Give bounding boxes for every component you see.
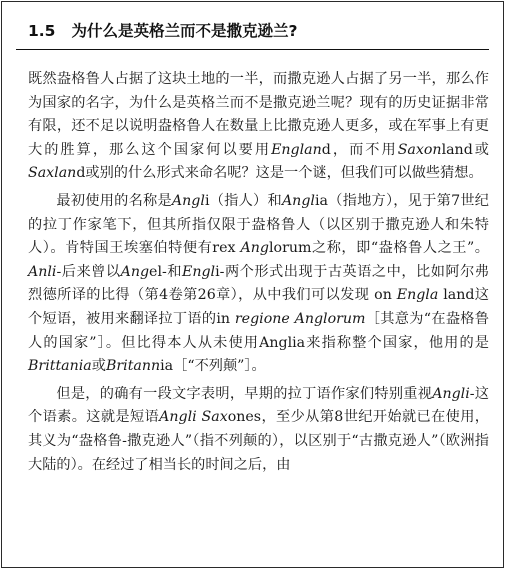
text-run: d或别的什么形式来命名呢？这是一个谜，但我们可以做些猜想。 bbox=[76, 165, 483, 182]
italic-term: Saxlan bbox=[28, 165, 77, 182]
text-run: ia（指地方），见于第7世纪的拉丁作家笔下，但其所指仅限于盎格鲁人（以区别于撒克逊人和朱特人）。肯特国王埃塞伯特便有rex bbox=[28, 192, 489, 257]
text-run: ones，至少从第8世纪开始就已在使用，其义为“盎格鲁-撒克逊人”（指不列颠的），以区别于“古撒克逊人”（欧洲指大陆的）。在经过了相当长的时间之后，由 bbox=[28, 409, 489, 473]
text-run: 最初使用的名称是 bbox=[56, 192, 172, 209]
text-run: land这个短语，被用来翻译拉丁语的in bbox=[28, 287, 489, 327]
paragraph-1 bbox=[28, 68, 489, 186]
text-run: land或 bbox=[441, 141, 489, 158]
text-run: -后来曾以 bbox=[56, 263, 121, 280]
text-run: el-和 bbox=[149, 263, 182, 280]
italic-term: Engla bbox=[396, 287, 439, 304]
text-run: lorum之称，即“盎格鲁人之王”。 bbox=[269, 240, 489, 257]
text-run: i-两个形式出现于古英语之中，比如阿尔弗烈德所译的比得（第4卷第26章），从中我们可以发现 on bbox=[28, 263, 489, 304]
body-text bbox=[28, 68, 489, 481]
text-run: d，而不用 bbox=[321, 141, 398, 158]
italic-term: regione Anglorum bbox=[234, 310, 366, 327]
italic-term: Ang bbox=[120, 263, 150, 280]
heading-rule bbox=[16, 49, 489, 50]
text-run: i（指人）和 bbox=[204, 192, 282, 209]
section-number: 1.5 bbox=[28, 22, 56, 40]
text-run: ia［“不列颠”］。 bbox=[160, 358, 266, 375]
text-run: 但是，的确有一段文字表明，早期的拉丁语作家们特别重视 bbox=[56, 385, 433, 402]
italic-term: Engl bbox=[181, 263, 216, 280]
section-heading bbox=[28, 19, 297, 41]
italic-term: Anli bbox=[28, 263, 57, 280]
text-run: ［其意为“在盎格鲁人的国家”］。但比得本人从未使用Anglia来指称整个国家，他用的是 bbox=[28, 310, 489, 351]
italic-term: Angli bbox=[432, 385, 470, 402]
text-run: -这个语素。这就是短语 bbox=[28, 385, 489, 426]
text-run: 既然盎格鲁人占据了这块土地的一半，而撒克逊人占据了另一半，那么作为国家的名字，为什么是英格兰而不是撒克逊兰呢？现有的历史证据非常有限，还不足以说明盎格鲁人在数量上比撒克逊人更多，或在军事上有更大的胜算，那么这个国家何以要用 bbox=[28, 71, 489, 158]
italic-term: Angli Sax bbox=[159, 409, 228, 426]
italic-term: Britann bbox=[105, 358, 161, 375]
section-title: 为什么是英格兰而不是撒克逊兰? bbox=[71, 22, 298, 40]
italic-term: Brittania bbox=[28, 358, 92, 375]
paragraph-2 bbox=[28, 190, 489, 379]
text-run: 或 bbox=[91, 358, 106, 375]
italic-term: Ang bbox=[240, 240, 269, 257]
italic-term: Saxon bbox=[397, 141, 442, 158]
italic-term: Angl bbox=[171, 192, 205, 209]
italic-term: Englan bbox=[271, 141, 322, 158]
book-page bbox=[1, 1, 504, 568]
italic-term: Angl bbox=[281, 192, 315, 209]
paragraph-3 bbox=[28, 383, 489, 477]
